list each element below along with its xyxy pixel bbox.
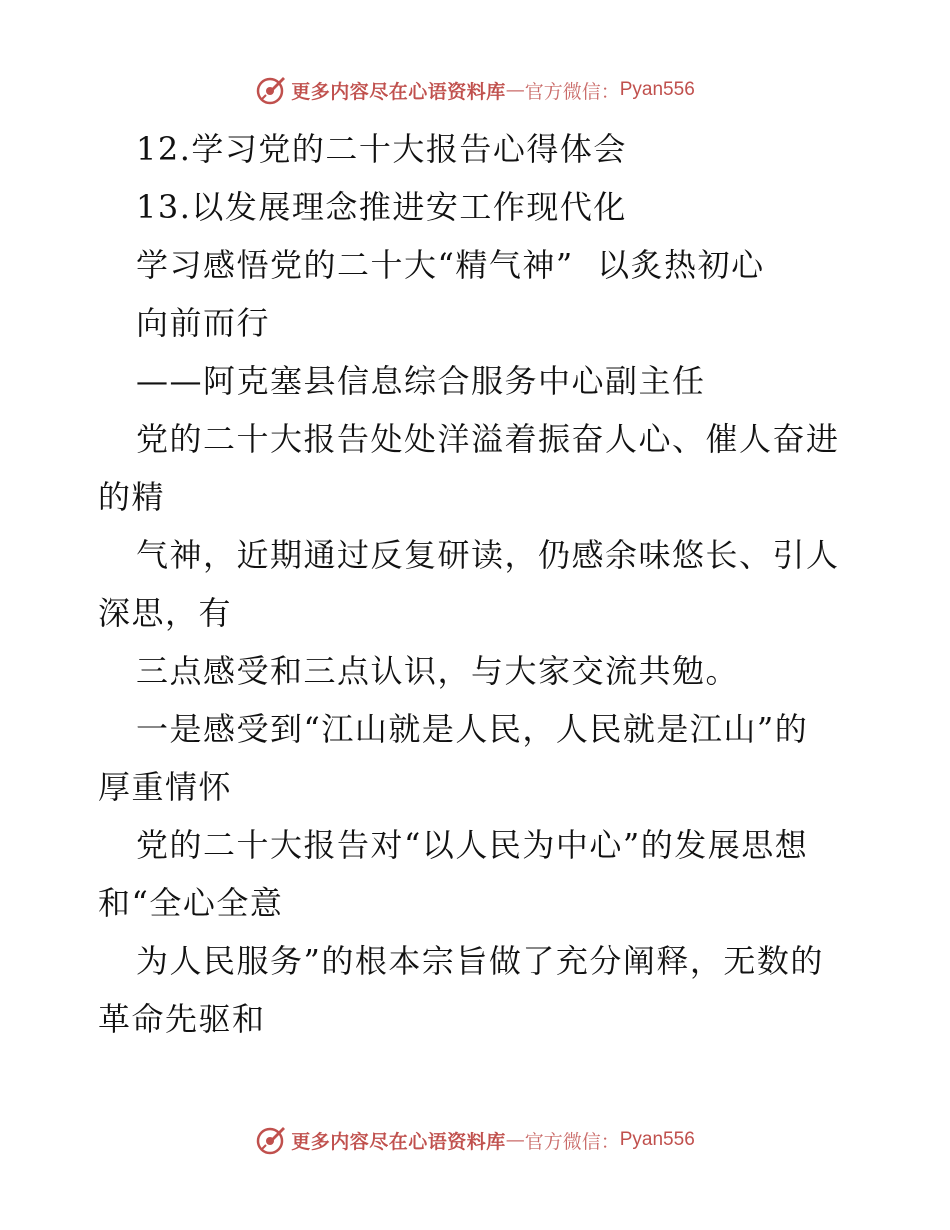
banner-separator: — <box>505 79 525 101</box>
text-line: 气神，近期通过反复研读，仍感余味悠长、引人 <box>136 536 840 574</box>
footer-banner <box>0 1120 950 1160</box>
header-banner <box>0 70 950 110</box>
banner-wechat-id: Pyan556 <box>619 1129 695 1150</box>
text-line: 厚重情怀 <box>98 768 233 806</box>
text-line: 一是感受到“江山就是人民，人民就是江山”的 <box>136 710 809 748</box>
text-line: 13.以发展理念推进安工作现代化 <box>136 188 627 226</box>
text-line: 深思，有 <box>98 594 233 632</box>
text-line: 党的二十大报告对“以人民为中心”的发展思想 <box>136 826 809 864</box>
banner-wechat-id: Pyan556 <box>619 79 695 100</box>
text-line: 革命先驱和 <box>98 1000 266 1038</box>
text-line: 12.学习党的二十大报告心得体会 <box>136 130 627 168</box>
text-line: 为人民服务”的根本宗旨做了充分阐释，无数的 <box>136 942 824 980</box>
banner-separator: — <box>505 1129 525 1151</box>
text-line: 党的二十大报告处处洋溢着振奋人心、催人奋进 <box>136 420 840 458</box>
text-line: 的精 <box>98 478 166 516</box>
text-line: 三点感受和三点认识，与大家交流共勉。 <box>136 652 740 690</box>
banner-wechat-label: 官方微信： <box>524 80 620 103</box>
text-line: 和“全心全意 <box>98 884 284 922</box>
banner-text: 更多内容尽在心语资料库 <box>291 80 506 103</box>
text-line: ——阿克塞县信息综合服务中心副主任 <box>136 362 706 400</box>
banner-text: 更多内容尽在心语资料库 <box>291 1130 506 1153</box>
quill-logo-icon <box>255 74 287 106</box>
text-line: 学习感悟党的二十大“精气神” 以炙热初心 <box>136 246 765 284</box>
text-line: 向前而行 <box>136 304 271 342</box>
quill-logo-icon <box>255 1124 287 1156</box>
banner-wechat-label: 官方微信： <box>524 1130 620 1153</box>
document-body <box>98 120 858 1048</box>
